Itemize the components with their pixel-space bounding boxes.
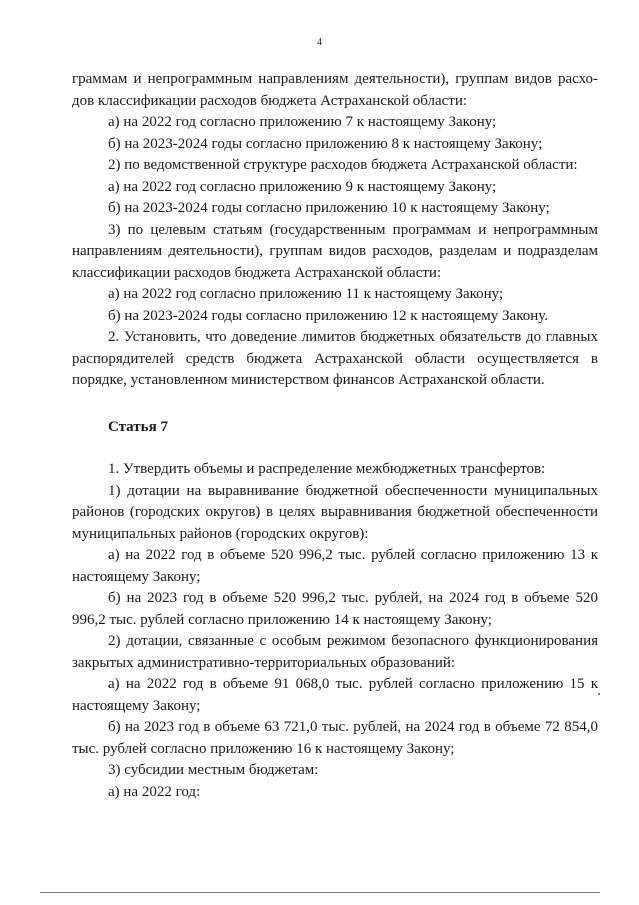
paragraph: а) на 2022 год: [108, 783, 201, 800]
spacer [72, 392, 598, 417]
paragraphs-after-heading [72, 459, 598, 803]
spacer [72, 438, 598, 459]
paragraph: 3) по целевым статьям (государственным программам и непрограммным направлениям деятельности), группам видов расходов, разделам и подразделам классификации расходов бюджета Астраханской области: [72, 221, 598, 281]
paragraph: а) на 2022 год согласно приложению 9 к настоящему Закону; [108, 178, 497, 195]
page-number: 4 [317, 37, 322, 48]
paragraph: б) на 2023-2024 годы согласно приложению 10 к настоящему Закону; [108, 200, 550, 216]
paragraph: 2. Установить, что доведение лимитов бюджетных обязательств до главных распорядителей средств бюджета Астраханской области осуществляется в порядке, установленном министерством финансов Астраханской области. [72, 329, 598, 388]
paragraph: граммам и непрограммным направлениям деятельности), группам видов расхо- [72, 71, 598, 87]
paragraph: а) на 2022 год согласно приложению 7 к настоящему Закону; [108, 114, 497, 130]
paragraph: б) на 2023 год в объеме 520 996,2 тыс. рублей, на 2024 год в объеме 520 996,2 тыс. рублей согласно приложению 14 к настоящему Закону; [72, 590, 598, 628]
paragraph: 1) дотации на выравнивание бюджетной обеспеченности муниципальных районов (городских округов) в целях выравнивания бюджетной обеспеченности муниципальных районов (городских округов): [72, 482, 598, 542]
paragraph: а) на 2022 год согласно приложению 11 к настоящему Закону; [108, 286, 504, 302]
paragraph: 2) дотации, связанные с особым режимом безопасного функционирования закрытых административно-территориальных образований: [72, 633, 598, 671]
paragraph: а) на 2022 год в объеме 91 068,0 тыс. рублей согласно приложению 15 к настоящему Закону; [72, 676, 598, 714]
paragraph: б) на 2023-2024 годы согласно приложению 8 к настоящему Закону; [108, 135, 543, 152]
bottom-rule [40, 892, 600, 893]
paragraph: 2) по ведомственной структуре расходов бюджета Астраханской области: [108, 157, 578, 173]
paragraphs-before-heading [72, 69, 598, 392]
document-body [72, 69, 598, 803]
paragraph: дов классификации расходов бюджета Астраханской области: [72, 92, 468, 109]
paragraph: б) на 2023-2024 годы согласно приложению 12 к настоящему Закону. [108, 307, 549, 324]
scan-speck [598, 693, 600, 695]
paragraph: а) на 2022 год в объеме 520 996,2 тыс. рублей согласно приложению 13 к настоящему Закону; [72, 547, 598, 585]
section-heading: Статья 7 [108, 418, 168, 435]
paragraph: 3) субсидии местным бюджетам: [108, 762, 319, 778]
paragraph: б) на 2023 год в объеме 63 721,0 тыс. рублей, на 2024 год в объеме 72 854,0 тыс. рублей согласно приложению 16 к настоящему Закону; [72, 719, 598, 757]
paragraph: 1. Утвердить объемы и распределение межбюджетных трансфертов: [108, 461, 546, 477]
